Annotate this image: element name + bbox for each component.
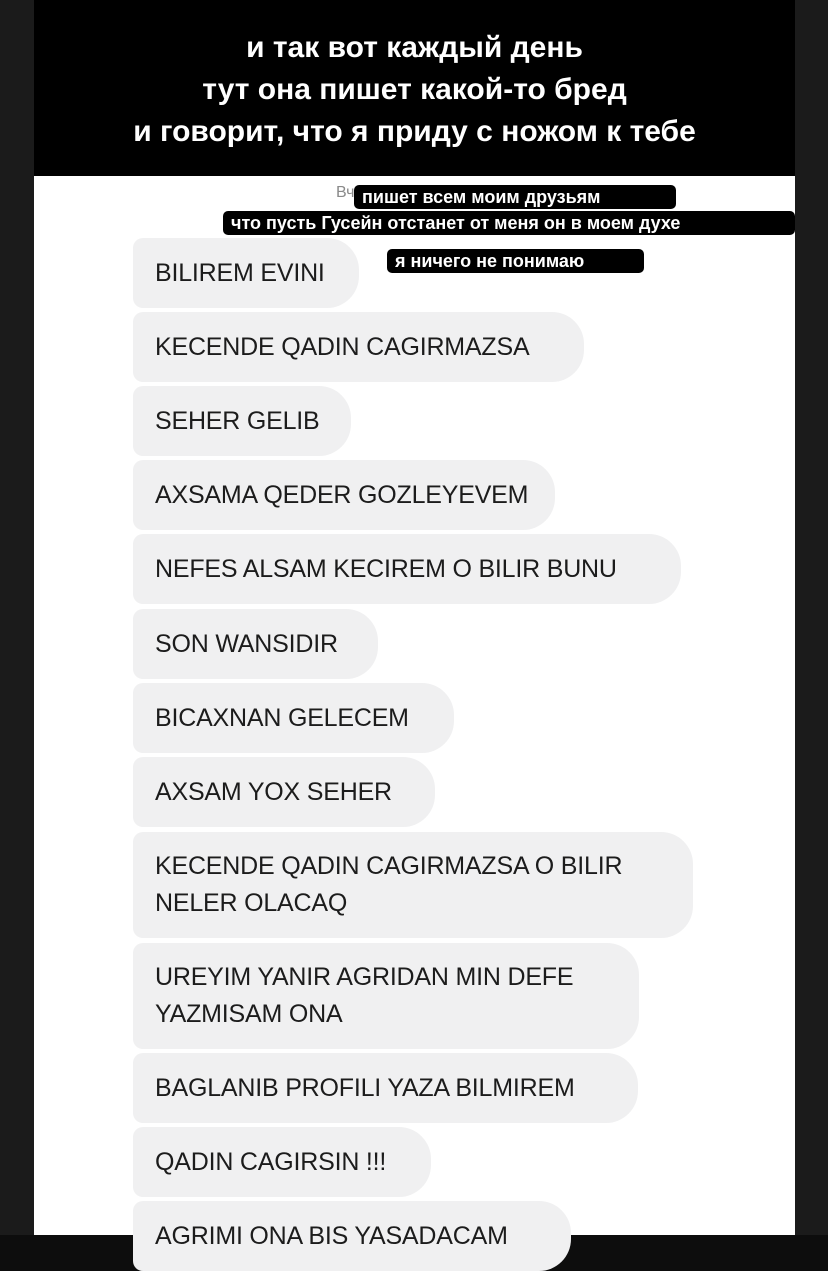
right-margin: [795, 0, 828, 1235]
chat-screenshot: [34, 176, 795, 1250]
message-text: AGRIMI ONA BIS YASADACAM: [155, 1221, 508, 1250]
message-bubble[interactable]: [133, 534, 681, 604]
message-text: BAGLANIB PROFILI YAZA BILMIREM: [155, 1073, 575, 1102]
overlay-text-line: пишет всем моим друзьям: [354, 185, 676, 209]
message-bubble[interactable]: [133, 1053, 638, 1123]
message-bubble[interactable]: [133, 460, 555, 530]
overlay-text-line: что пусть Гусейн отстанет от меня он в моем духе: [223, 211, 795, 235]
message-bubble[interactable]: [133, 943, 639, 1049]
message-bubble[interactable]: [133, 757, 435, 827]
message-text: AXSAM YOX SEHER: [155, 777, 392, 806]
message-bubble[interactable]: [133, 683, 454, 753]
message-bubble[interactable]: [133, 1201, 571, 1271]
message-text: NELER OLACAQ: [155, 889, 348, 917]
message-bubble[interactable]: [133, 609, 378, 679]
message-text: QADIN CAGIRSIN !!!: [155, 1147, 387, 1176]
caption-line: и так вот каждый день: [246, 31, 583, 64]
message-text: BICAXNAN GELECEM: [155, 703, 409, 732]
story-caption: [34, 0, 795, 176]
message-text: AXSAMA QEDER GOZLEYEVEM: [155, 480, 529, 509]
message-bubble[interactable]: [133, 832, 693, 938]
message-bubble[interactable]: [133, 238, 359, 308]
overlay-text-line: я ничего не понимаю: [387, 249, 644, 273]
date-separator: Вч: [336, 184, 355, 201]
message-text: BILIREM EVINI: [155, 258, 325, 287]
message-text: KECENDE QADIN CAGIRMAZSA: [155, 332, 530, 361]
message-text: YAZMISAM ONA: [155, 1000, 343, 1028]
message-bubble[interactable]: [133, 386, 351, 456]
caption-line: и говорит, что я приду с ножом к тебе: [133, 115, 696, 148]
message-text: KECENDE QADIN CAGIRMAZSA O BILIR: [155, 852, 623, 880]
message-bubble[interactable]: [133, 312, 584, 382]
caption-line: тут она пишет какой-то бред: [202, 73, 627, 106]
message-bubble[interactable]: [133, 1127, 431, 1197]
story-frame: [34, 0, 795, 1250]
left-margin: [0, 0, 34, 1235]
message-text: SEHER GELIB: [155, 406, 320, 435]
message-text: UREYIM YANIR AGRIDAN MIN DEFE: [155, 963, 574, 991]
message-text: SON WANSIDIR: [155, 629, 338, 658]
message-text: NEFES ALSAM KECIREM O BILIR BUNU: [155, 554, 617, 583]
